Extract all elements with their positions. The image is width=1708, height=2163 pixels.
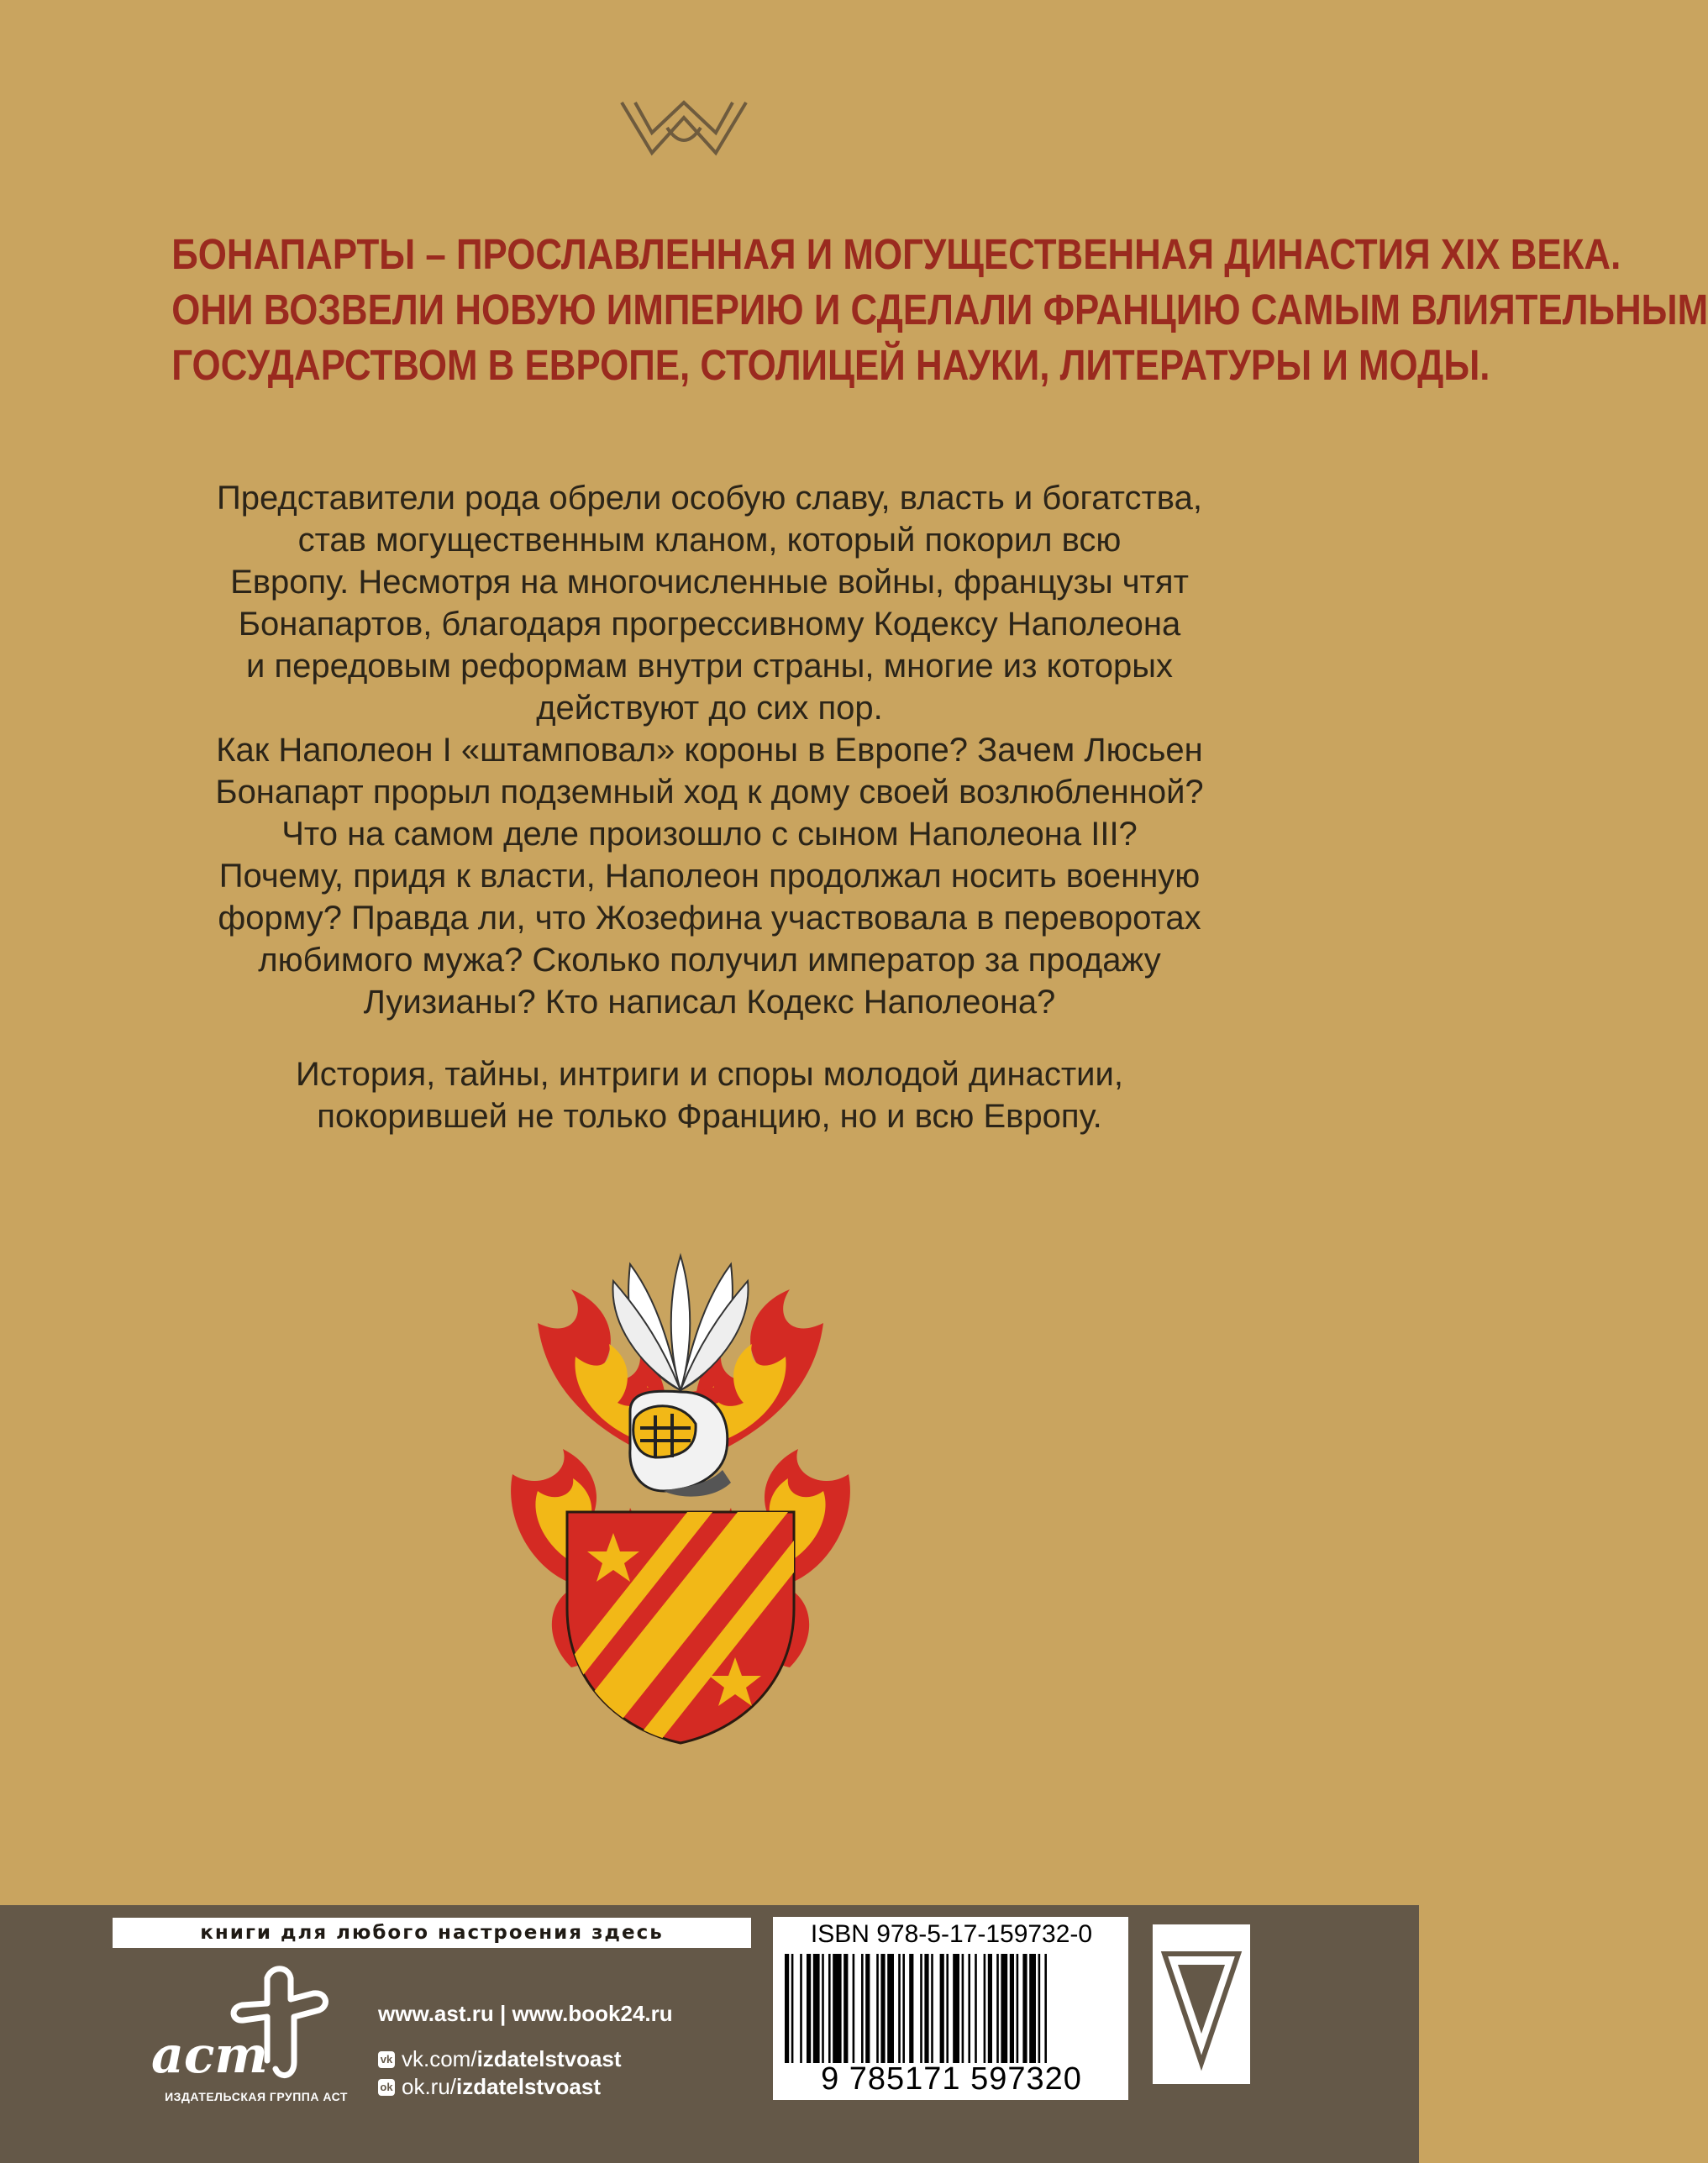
description-line: Бонапартов, благодаря прогрессивному Кодексу Наполеона	[238, 606, 1181, 643]
description-line: и передовым реформам внутри страны, многие из которых	[245, 648, 1174, 685]
footer-tagline: книги для любого настроения здесь	[113, 1918, 751, 1948]
barcode-digits: 9 785171 597320	[821, 2061, 1082, 2097]
barcode-panel	[773, 1917, 1128, 2100]
description-line: любимого мужа? Сколько получил император за продажу	[258, 942, 1161, 979]
headline-line: ОНИ ВОЗВЕЛИ НОВУЮ ИМПЕРИЮ И СДЕЛАЛИ ФРАНЦИЮ САМЫМ ВЛИЯТЕЛЬНЫМ	[171, 286, 1708, 333]
publisher-logo-icon	[141, 1961, 334, 2087]
description-line: став могущественным кланом, который покорил всю	[297, 522, 1122, 559]
website-links[interactable]: www.ast.ru | www.book24.ru	[378, 2001, 673, 2026]
description-line: Представители рода обрели особую славу, власть и богатства,	[217, 480, 1202, 517]
ok-link-prefix: ok.ru/	[402, 2074, 457, 2099]
description-line: действуют до сих пор.	[536, 690, 883, 727]
age-rating-icon	[1153, 1924, 1250, 2084]
logo-text: аст	[151, 2026, 268, 2085]
closing-line: покорившей не только Францию, но и всю Европу.	[317, 1098, 1102, 1135]
headline	[171, 227, 1708, 393]
publisher-links	[378, 2001, 673, 2101]
isbn-number: ISBN 978-5-17-159732-0	[810, 1920, 1093, 1948]
ok-icon: ok	[378, 2079, 395, 2096]
coat-of-arms-icon	[428, 1247, 933, 1751]
description-line: Луизианы? Кто написал Кодекс Наполеона?	[363, 984, 1056, 1021]
description-line: форму? Правда ли, что Жозефина участвовала в переворотах	[218, 900, 1201, 937]
barcode-icon	[785, 1954, 1117, 2063]
vk-link-prefix: vk.com/	[402, 2046, 477, 2071]
helmet	[630, 1391, 731, 1496]
description-paragraph	[126, 477, 1293, 1023]
headline-line: БОНАПАРТЫ – ПРОСЛАВЛЕННАЯ И МОГУЩЕСТВЕННАЯ ДИНАСТИЯ XIX ВЕКА.	[171, 230, 1621, 278]
description-line: Бонапарт прорыл подземный ход к дому своей возлюбленной?	[215, 774, 1204, 811]
description-line: Европу. Несмотря на многочисленные войны, французы чтят	[230, 564, 1189, 601]
publisher-name: ИЗДАТЕЛЬСКАЯ ГРУППА АСТ	[165, 2090, 348, 2103]
vk-link[interactable]	[378, 2045, 673, 2073]
description-line: Что на самом деле произошло с сыном Наполеона III?	[281, 816, 1138, 853]
closing-line: История, тайны, интриги и споры молодой династии,	[296, 1056, 1123, 1093]
ok-link[interactable]	[378, 2073, 673, 2101]
top-ornament-icon	[618, 94, 749, 161]
description	[126, 477, 1293, 1168]
headline-line: ГОСУДАРСТВОМ В ЕВРОПЕ, СТОЛИЦЕЙ НАУКИ, ЛИТЕРАТУРЫ И МОДЫ.	[171, 341, 1490, 389]
ok-link-handle: izdatelstvoast	[456, 2074, 601, 2099]
description-line: Как Наполеон I «штамповал» короны в Европе? Зачем Люсьен	[216, 732, 1203, 769]
description-line: Почему, придя к власти, Наполеон продолжал носить военную	[218, 858, 1201, 895]
vk-link-handle: izdatelstvoast	[476, 2046, 622, 2071]
closing-paragraph	[126, 1053, 1293, 1137]
vk-icon: vk	[378, 2051, 395, 2068]
